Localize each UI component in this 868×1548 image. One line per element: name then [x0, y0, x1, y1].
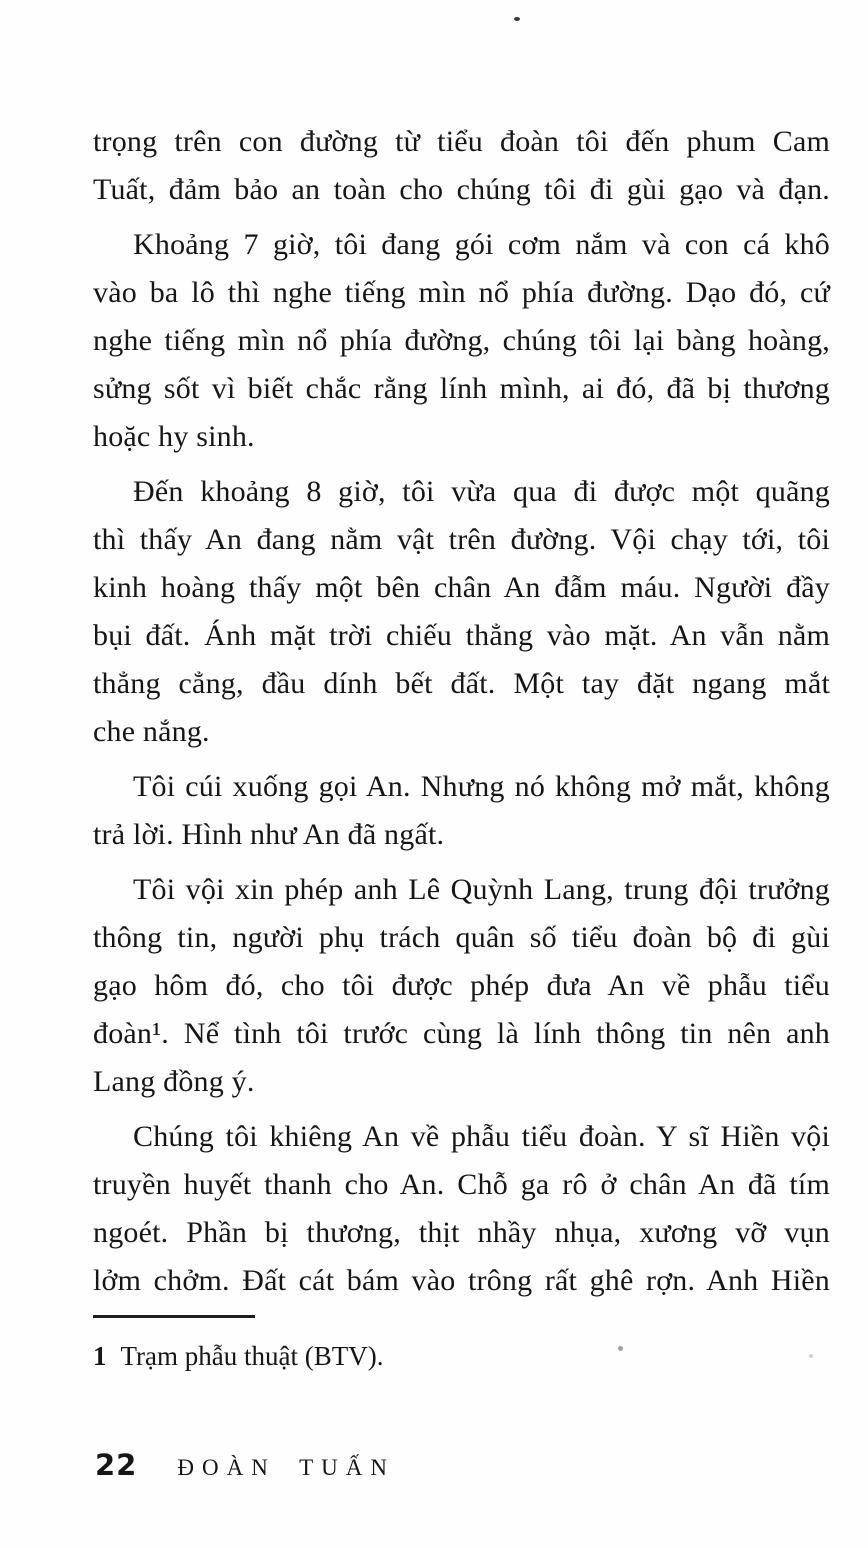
text-line: trọng trên con đường từ tiểu đoàn tôi đến phum Cam — [93, 125, 830, 158]
paragraph — [93, 866, 830, 1106]
text-line: lởm chởm. Đất cát bám vào trông rất ghê rợn. Anh Hiền — [93, 1264, 830, 1297]
text-line: trả lời. Hình như An đã ngất. — [93, 818, 445, 851]
author-name: ĐOÀN TUẤN — [177, 1455, 396, 1480]
text-line: Tuất, đảm bảo an toàn cho chúng tôi đi gùi gạo và đạn. — [93, 173, 830, 206]
text-line: truyền huyết thanh cho An. Chỗ ga rô ở chân An đã tím — [93, 1168, 830, 1201]
paragraph — [93, 221, 830, 461]
page-number: 22 — [95, 1448, 138, 1482]
text-line: kinh hoàng thấy một bên chân An đẫm máu. Người đầy — [93, 571, 830, 604]
text-line: vào ba lô thì nghe tiếng mìn nổ phía đường. Dạo đó, cứ — [93, 276, 830, 309]
paragraph — [93, 118, 830, 214]
page-footer — [95, 1448, 395, 1482]
text-line: Đến khoảng 8 giờ, tôi vừa qua đi được một quãng — [133, 475, 830, 508]
text-line: bụi đất. Ánh mặt trời chiếu thẳng vào mặt. An vẫn nằm — [93, 619, 830, 652]
footnote-divider — [93, 1315, 255, 1318]
footnote — [93, 1338, 830, 1374]
text-line: Khoảng 7 giờ, tôi đang gói cơm nắm và con cá khô — [133, 228, 830, 261]
text-line: Chúng tôi khiêng An về phẫu tiểu đoàn. Y sĩ Hiền vội — [133, 1120, 830, 1153]
text-line: gạo hôm đó, cho tôi được phép đưa An về phẫu tiểu — [93, 969, 830, 1002]
text-line: sửng sốt vì biết chắc rằng lính mình, ai đó, đã bị thương — [93, 372, 830, 405]
text-line: thì thấy An đang nằm vật trên đường. Vội chạy tới, tôi — [93, 523, 830, 556]
text-line: nghe tiếng mìn nổ phía đường, chúng tôi lại bàng hoàng, — [93, 324, 830, 357]
text-line: thông tin, người phụ trách quân số tiểu đoàn bộ đi gùi — [93, 921, 830, 954]
body-text — [93, 118, 830, 1374]
text-line: đoàn¹. Nể tình tôi trước cùng là lính thông tin nên anh — [93, 1017, 830, 1050]
text-line: ngoét. Phần bị thương, thịt nhầy nhụa, xương vỡ vụn — [93, 1216, 830, 1249]
text-line: thẳng cẳng, đầu dính bết đất. Một tay đặt ngang mắt — [93, 667, 830, 700]
paragraph — [93, 468, 830, 756]
footnote-marker: 1 — [93, 1341, 107, 1371]
footnote-text: Trạm phẫu thuật (BTV). — [120, 1341, 384, 1371]
paragraph — [93, 763, 830, 859]
scan-speck — [514, 17, 520, 21]
text-line: che nắng. — [93, 715, 210, 748]
paragraph — [93, 1113, 830, 1305]
text-line: Lang đồng ý. — [93, 1065, 255, 1098]
text-line: hoặc hy sinh. — [93, 420, 255, 453]
text-line: Tôi vội xin phép anh Lê Quỳnh Lang, trung đội trưởng — [133, 873, 830, 906]
text-line: Tôi cúi xuống gọi An. Nhưng nó không mở mắt, không — [133, 770, 830, 803]
